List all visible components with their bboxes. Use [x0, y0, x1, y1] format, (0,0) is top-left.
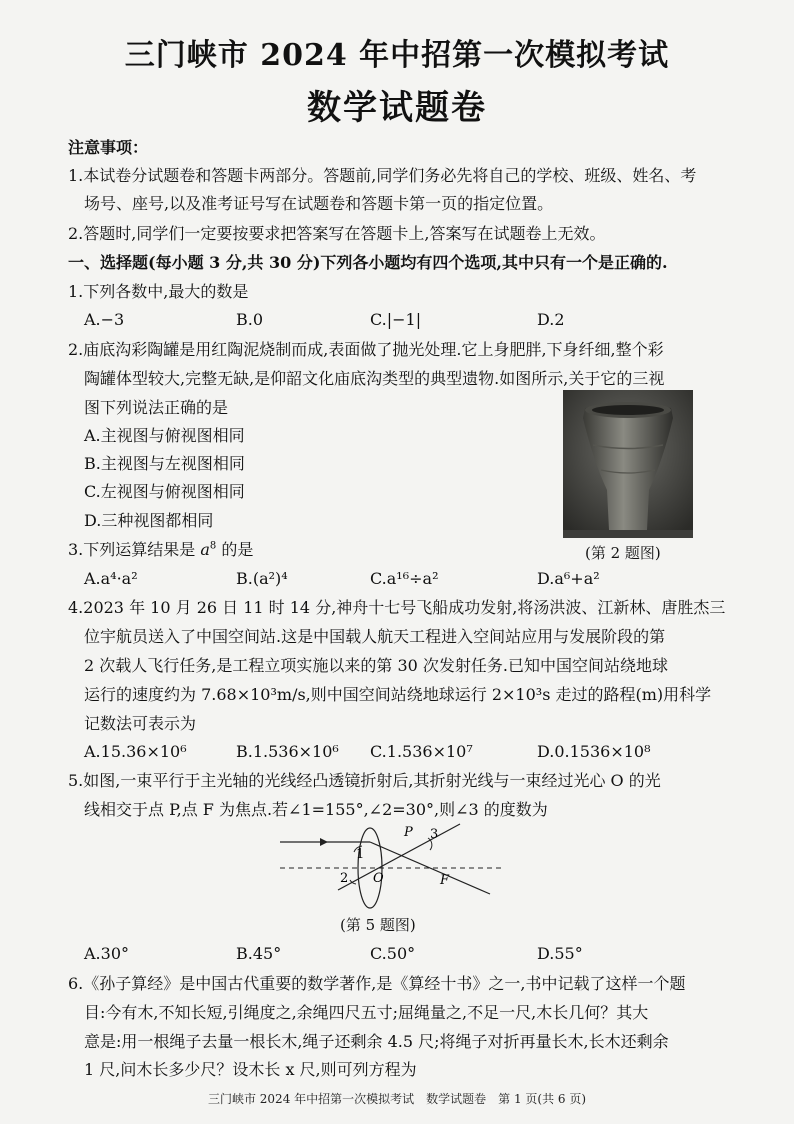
q6-line-4: 1 尺,问木长多少尺？设木长 x 尺,则可列方程为 [84, 1060, 417, 1079]
angle-2-label: 2 [340, 871, 349, 886]
q3-option-b: B.(a²)⁴ [236, 569, 288, 588]
q5-option-b: B.45° [236, 944, 282, 963]
q1-stem: 1.下列各数中,最大的数是 [68, 282, 249, 301]
q6-line-2: 目:今有木,不知长短,引绳度之,余绳四尺五寸;屈绳量之,不足一尺,木长几何？其大 [84, 1003, 649, 1022]
q5-option-c: C.50° [370, 944, 416, 963]
point-f-label: F [440, 873, 450, 888]
q3-option-c: C.a¹⁶÷a² [370, 569, 439, 588]
q2-option-a: A.主视图与俯视图相同 [84, 426, 245, 445]
q4-line-1: 4.2023 年 10 月 26 日 11 时 14 分,神舟十七号飞船成功发射,将汤洪波、江新林、唐胜杰三 [68, 598, 726, 617]
exam-subtitle: 数学试题卷 [307, 88, 487, 128]
q4-line-5: 记数法可表示为 [84, 714, 197, 733]
q2-line-1: 2.庙底沟彩陶罐是用红陶泥烧制而成,表面做了抛光处理.它上身肥胖,下身纤细,整个彩 [68, 340, 664, 359]
q4-option-c: C.1.536×10⁷ [370, 742, 473, 761]
q5-figure-caption: (第 5 题图) [340, 916, 416, 934]
q3-stem: 3.下列运算结果是 $a^8$ 的是 [68, 540, 254, 559]
point-p-label: P [404, 825, 413, 840]
q1-option-d: D.2 [537, 310, 565, 329]
q3-option-d: D.a⁶+a² [537, 569, 600, 588]
q5-line-1: 5.如图,一束平行于主光轴的光线经凸透镜折射后,其折射光线与一束经过光心 O 的光 [68, 771, 661, 790]
q6-line-1: 6.《孙子算经》是中国古代重要的数学著作,是《算经十书》之一,书中记载了这样一个题 [68, 974, 686, 993]
notice-line-1b: 场号、座号,以及准考证号写在试题卷和答题卡第一页的指定位置。 [84, 194, 554, 213]
q1-option-c: C.|−1| [370, 310, 422, 329]
pottery-jar-photo [563, 390, 693, 538]
q2-line-3: 图下列说法正确的是 [84, 398, 229, 417]
angle-3-label: 3 [430, 827, 439, 842]
lens-diagram [270, 822, 510, 912]
q4-option-a: A.15.36×10⁶ [84, 742, 187, 761]
q5-option-a: A.30° [84, 944, 129, 963]
page-footer: 三门峡市 2024 年中招第一次模拟考试 数学试题卷 第 1 页(共 6 页) [207, 1092, 587, 1106]
section-1-heading: 一、选择题(每小题 3 分,共 30 分)下列各小题均有四个选项,其中只有一个是正确的. [68, 253, 668, 272]
q3-option-a: A.a⁴·a² [84, 569, 138, 588]
point-o-label: O [373, 871, 384, 886]
notice-line-1a: 1.本试卷分试题卷和答题卡两部分。答题前,同学们务必先将自己的学校、班级、姓名、考 [68, 166, 697, 185]
q4-line-2: 位宇航员送入了中国空间站.这是中国载人航天工程进入空间站应用与发展阶段的第 [84, 627, 666, 646]
q2-figure-caption: (第 2 题图) [585, 544, 661, 562]
q6-line-3: 意是:用一根绳子去量一根长木,绳子还剩余 4.5 尺;将绳子对折再量长木,长木还剩余 [84, 1032, 669, 1051]
q2-option-c: C.左视图与俯视图相同 [84, 482, 245, 501]
q4-option-d: D.0.1536×10⁸ [537, 742, 651, 761]
q4-line-3: 2 次载人飞行任务,是工程立项实施以来的第 30 次发射任务.已知中国空间站绕地球 [84, 656, 668, 675]
q2-option-d: D.三种视图都相同 [84, 511, 214, 530]
pottery-jar-image [563, 390, 693, 538]
q4-option-b: B.1.536×10⁶ [236, 742, 339, 761]
q1-option-a: A.−3 [84, 310, 125, 329]
notice-heading: 注意事项： [68, 138, 149, 157]
q2-line-2: 陶罐体型较大,完整无缺,是仰韶文化庙底沟类型的典型遗物.如图所示,关于它的三视 [84, 369, 665, 388]
q5-option-d: D.55° [537, 944, 583, 963]
q1-option-b: B.0 [236, 310, 264, 329]
angle-1-label: 1 [356, 847, 365, 862]
ray-arrow-icon [320, 838, 328, 846]
notice-line-2: 2.答题时,同学们一定要按要求把答案写在答题卡上,答案写在试题卷上无效。 [68, 224, 606, 243]
q5-line-2: 线相交于点 P,点 F 为焦点.若∠1=155°,∠2=30°,则∠3 的度数为 [84, 800, 548, 819]
q2-option-b: B.主视图与左视图相同 [84, 454, 245, 473]
exam-title: 三门峡市 2024 年中招第一次模拟考试 [124, 38, 670, 73]
q4-line-4: 运行的速度约为 7.68×10³m/s,则中国空间站绕地球运行 2×10³s 走过的路程(m)用科学 [84, 685, 712, 704]
